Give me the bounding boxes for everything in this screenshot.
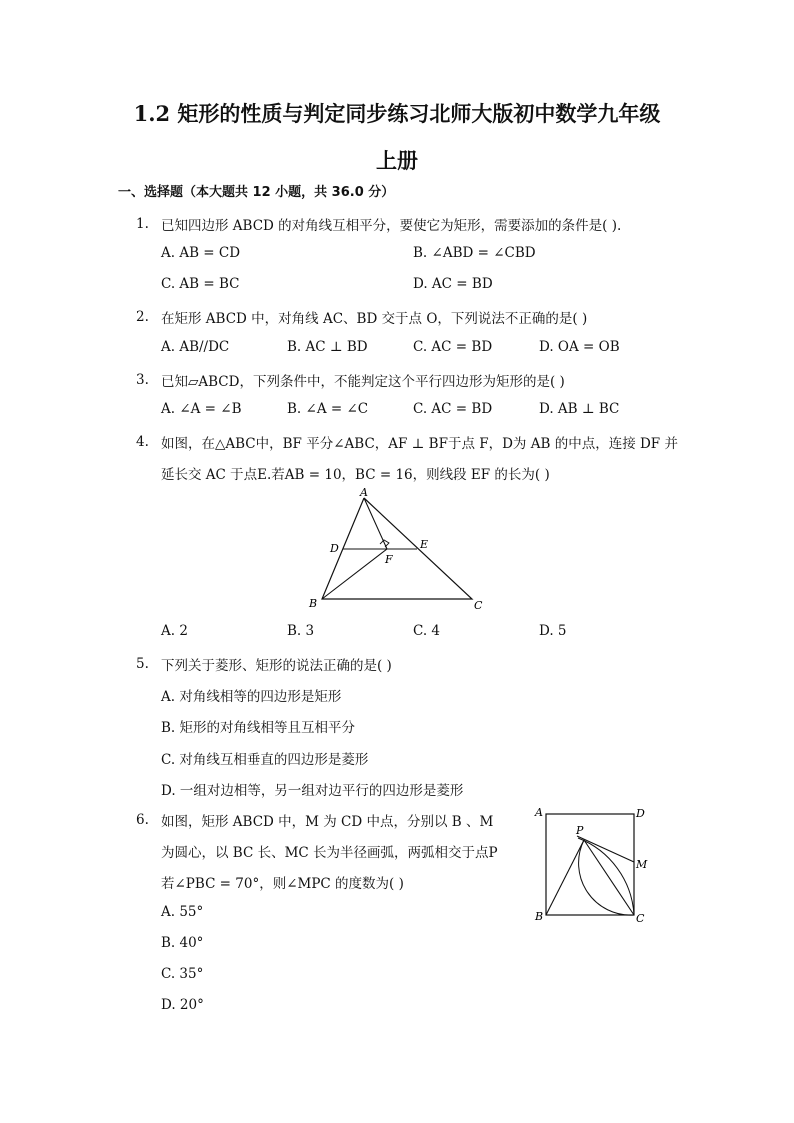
triangle-figure bbox=[300, 486, 500, 614]
question-stem: 已知四边形 ABCD 的对角线互相平分，要使它为矩形，需要添加的条件是( ). bbox=[161, 218, 622, 234]
label-c: C bbox=[474, 599, 483, 612]
label-f: F bbox=[385, 553, 393, 566]
option: A. AB//DC bbox=[161, 339, 230, 355]
document-title-continued: 上册 bbox=[376, 148, 418, 173]
section-heading: 一、选择题（本大题共 12 小题，共 36.0 分） bbox=[118, 185, 395, 200]
question-number: 4. bbox=[136, 434, 149, 450]
question-stem: 在矩形 ABCD 中，对角线 AC、BD 交于点 O，下列说法不正确的是( ) bbox=[161, 311, 588, 327]
label-m: M bbox=[636, 858, 648, 871]
label-c: C bbox=[636, 912, 645, 925]
option: A. 55° bbox=[161, 904, 204, 920]
option: B. 矩形的对角线相等且互相平分 bbox=[161, 720, 356, 736]
label-b: B bbox=[535, 910, 544, 923]
option: C. 4 bbox=[413, 623, 441, 639]
option: B. ∠A = ∠C bbox=[287, 401, 369, 417]
label-p: P bbox=[576, 824, 584, 837]
option: C. AC = BD bbox=[413, 401, 493, 417]
option: B. ∠ABD = ∠CBD bbox=[413, 245, 536, 261]
label-b: B bbox=[309, 597, 318, 610]
label-d: D bbox=[330, 542, 339, 555]
question-stem: 如图，在△ABC中，BF 平分∠ABC，AF ⊥ BF于点 F，D为 AB 的中点，连接 DF 并 bbox=[161, 436, 678, 452]
segment-bp bbox=[546, 840, 584, 915]
segment-pc bbox=[584, 840, 634, 915]
document-title: 1.2 矩形的性质与判定同步练习北师大版初中数学九年级 bbox=[133, 101, 661, 126]
label-d: D bbox=[636, 807, 645, 820]
label-e: E bbox=[420, 538, 429, 551]
label-a: A bbox=[360, 486, 368, 499]
question-number: 2. bbox=[136, 309, 149, 325]
question-stem: 下列关于菱形、矩形的说法正确的是( ) bbox=[161, 658, 392, 674]
option: B. 40° bbox=[161, 935, 204, 951]
rectangle-abcd bbox=[546, 814, 634, 915]
option: D. 20° bbox=[161, 997, 204, 1013]
question-number: 1. bbox=[136, 216, 149, 232]
option: D. 5 bbox=[539, 623, 567, 639]
option: C. AB = BC bbox=[161, 276, 240, 292]
question-number: 5. bbox=[136, 656, 149, 672]
option: D. AC = BD bbox=[413, 276, 493, 292]
question-stem-continued: 为圆心，以 BC 长、MC 长为半径画弧，两弧相交于点P bbox=[161, 845, 498, 861]
option: D. 一组对边相等，另一组对边平行的四边形是菱形 bbox=[161, 783, 464, 799]
option: A. ∠A = ∠B bbox=[161, 401, 242, 417]
segment-af bbox=[364, 498, 387, 549]
label-a: A bbox=[535, 806, 543, 819]
option: A. 2 bbox=[161, 623, 188, 639]
option: B. AC ⊥ BD bbox=[287, 339, 368, 355]
option: C. AC = BD bbox=[413, 339, 493, 355]
option: D. AB ⊥ BC bbox=[539, 401, 620, 417]
question-stem-continued: 延长交 AC 于点E.若AB = 10，BC = 16，则线段 EF 的长为( ) bbox=[161, 467, 550, 483]
rectangle-figure bbox=[532, 802, 662, 928]
question-number: 6. bbox=[136, 812, 149, 828]
question-stem: 已知▱ABCD，下列条件中，不能判定这个平行四边形为矩形的是( ) bbox=[161, 374, 565, 390]
option: B. 3 bbox=[287, 623, 315, 639]
question-stem-continued: 若∠PBC = 70°，则∠MPC 的度数为( ) bbox=[161, 876, 404, 892]
question-stem: 如图，矩形 ABCD 中，M 为 CD 中点，分别以 B 、M bbox=[161, 814, 494, 830]
question-number: 3. bbox=[136, 372, 149, 388]
option: C. 对角线互相垂直的四边形是菱形 bbox=[161, 752, 369, 768]
option: C. 35° bbox=[161, 966, 204, 982]
option: D. OA = OB bbox=[539, 339, 620, 355]
option: A. AB = CD bbox=[161, 245, 241, 261]
segment-pm bbox=[577, 836, 634, 862]
arc-from-m bbox=[579, 840, 634, 915]
option: A. 对角线相等的四边形是矩形 bbox=[161, 689, 342, 705]
